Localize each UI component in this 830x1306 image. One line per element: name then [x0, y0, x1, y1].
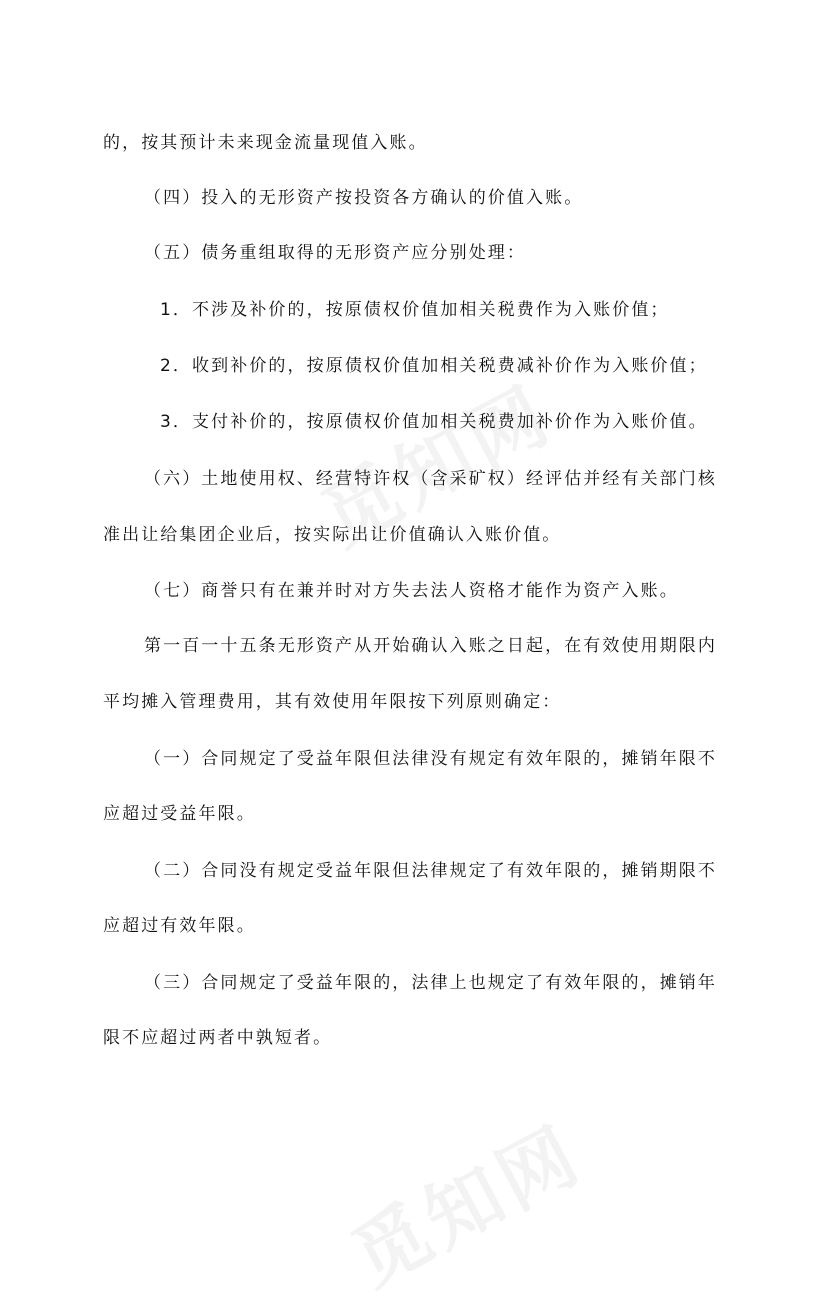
text-line: （一）合同规定了受益年限但法律没有规定有效年限的，摊销年限不: [144, 749, 717, 769]
list-item: 3．支付补价的，按原债权价值加相关税费加补价作为入账价值。: [160, 412, 708, 432]
text-line: （六）土地使用权、经营特许权（含采矿权）经评估并经有关部门核: [144, 469, 717, 489]
list-item: 2．收到补价的，按原债权价值加相关税费减补价作为入账价值；: [160, 356, 708, 376]
text-line: 的，按其预计未来现金流量现值入账。: [103, 133, 428, 153]
watermark: [330, 1095, 598, 1306]
text-line: （二）合同没有规定受益年限但法律规定了有效年限的，摊销期限不: [144, 861, 717, 881]
text-line: （三）合同规定了受益年限的，法律上也规定了有效年限的，摊销年: [144, 973, 717, 993]
text-line: 应超过受益年限。: [103, 804, 256, 824]
text-line: 应超过有效年限。: [103, 916, 256, 936]
text-line: （五）债务重组取得的无形资产应分别处理：: [144, 243, 526, 263]
text-line: 第一百一十五条无形资产从开始确认入账之日起，在有效使用期限内: [144, 636, 717, 656]
text-line: 平均摊入管理费用，其有效使用年限按下列原则确定：: [103, 692, 562, 712]
text-line: （七）商誉只有在兼并时对方失去法人资格才能作为资产入账。: [144, 581, 679, 601]
text-line: （四）投入的无形资产按投资各方确认的价值入账。: [144, 188, 584, 208]
text-line: 准出让给集团企业后，按实际出让价值确认入账价值。: [103, 525, 562, 545]
list-item: 1．不涉及补价的，按原债权价值加相关税费作为入账价值；: [160, 300, 670, 320]
text-line: 限不应超过两者中孰短者。: [103, 1028, 333, 1048]
